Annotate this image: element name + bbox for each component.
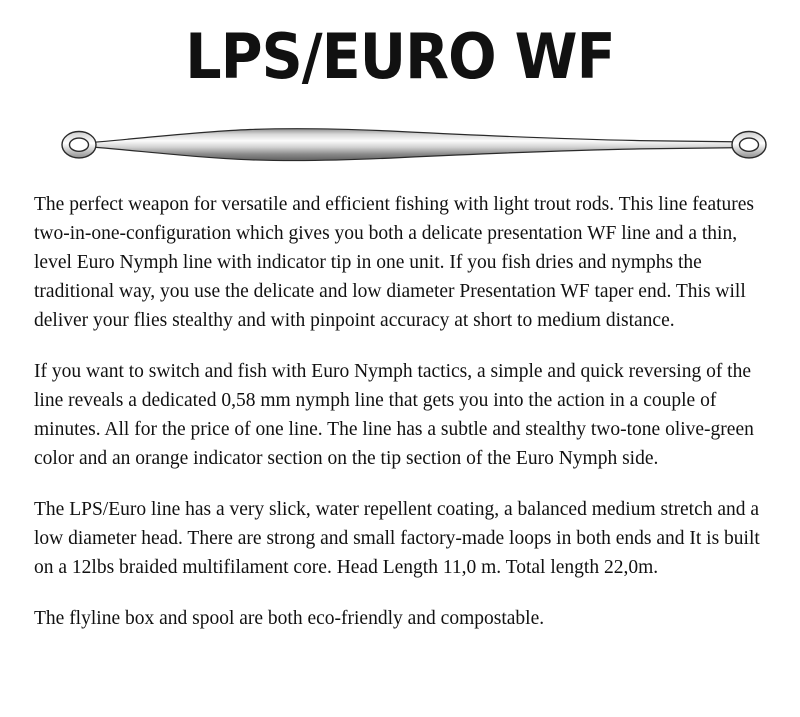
paragraph-4: The flyline box and spool are both eco-friendly and compostable. [34,608,545,629]
body-copy [0,180,800,633]
left-loop-inner [70,138,89,151]
paragraph-2: If you want to switch and fish with Euro Nymph tactics, a simple and quick reversing of the line reveals a dedicated 0,58 mm nymph line that gets you into the action in a couple of minutes. All for the price of one line. The line has a subtle and stealthy two-tone olive-green color and an orange indicator section on the tip section of the Euro Nymph side. [34,361,754,469]
fly-line-taper-diagram [0,110,800,180]
page-title: LPS/EURO WF [185,20,615,93]
paragraph-1: The perfect weapon for versatile and efficient fishing with light trout rods. This line features two-in-one-configuration which gives you both a delicate presentation WF line and a thin, level Euro Nymph line with indicator tip in one unit. If you fish dries and nymphs the traditional way, you use the delicate and low diameter Presentation WF taper end. This will deliver your flies stealthy and with pinpoint accuracy at short to medium distance. [34,194,755,331]
right-loop-inner [740,138,759,151]
paragraph-3: The LPS/Euro line has a very slick, water repellent coating, a balanced medium stretch and a low diameter head. There are strong and small factory-made loops in both ends and It is built on a 12lbs braided multifilament core. Head Length 11,0 m. Total length 22,0m. [34,499,760,578]
fly-line-illustration [0,110,800,180]
line-body [88,129,742,161]
